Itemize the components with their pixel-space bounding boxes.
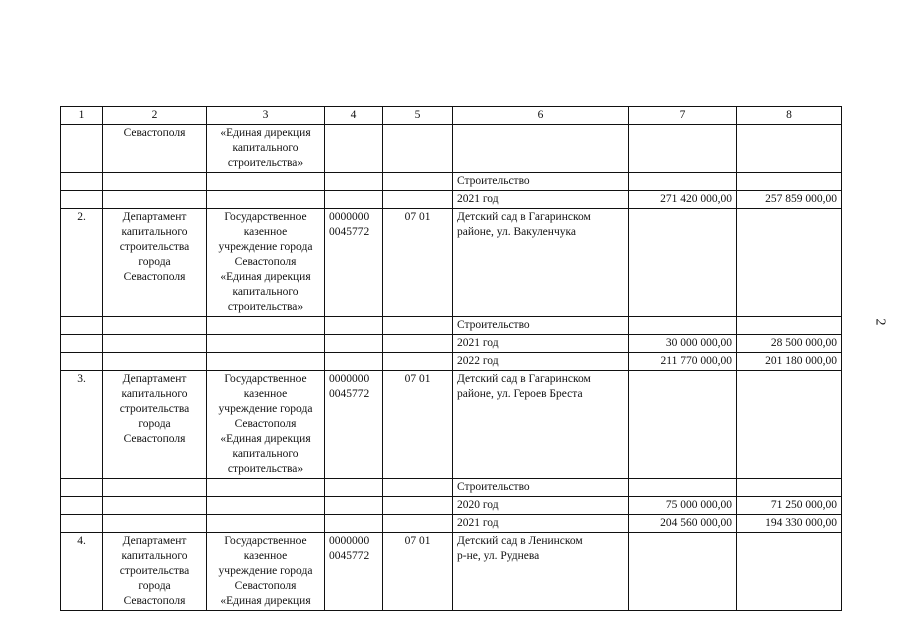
object-cell: 2021 год [453, 191, 629, 209]
department-cell [103, 479, 207, 497]
amount-cell [629, 317, 737, 335]
institution-cell [207, 515, 325, 533]
amount-cell [629, 209, 737, 317]
amount-cell: 257 859 000,00 [737, 191, 842, 209]
code-cell [325, 191, 383, 209]
amount-cell [737, 371, 842, 479]
amount-cell [737, 173, 842, 191]
table-row [61, 479, 842, 497]
header-cell: 8 [737, 107, 842, 125]
code-cell [325, 479, 383, 497]
department-cell: Севастополя [103, 125, 207, 173]
amount-cell [629, 173, 737, 191]
table-row [61, 209, 842, 317]
amount-cell: 201 180 000,00 [737, 353, 842, 371]
header-cell: 6 [453, 107, 629, 125]
amount-cell: 30 000 000,00 [629, 335, 737, 353]
row-number-cell [61, 335, 103, 353]
row-number-cell [61, 479, 103, 497]
row-number-cell [61, 353, 103, 371]
institution-cell [207, 173, 325, 191]
institution-cell [207, 335, 325, 353]
amount-cell: 75 000 000,00 [629, 497, 737, 515]
code-cell [325, 125, 383, 173]
header-cell: 4 [325, 107, 383, 125]
amount-cell: 28 500 000,00 [737, 335, 842, 353]
department-cell: Департамент капитального строительства города Севастополя [103, 371, 207, 479]
department-cell: Департамент капитального строительства города Севастополя [103, 533, 207, 611]
amount-cell: 71 250 000,00 [737, 497, 842, 515]
department-cell [103, 335, 207, 353]
department-cell [103, 173, 207, 191]
object-cell: 2021 год [453, 515, 629, 533]
code-cell: 0000000 0045772 [325, 371, 383, 479]
section-cell [383, 191, 453, 209]
row-number-cell [61, 173, 103, 191]
row-number-cell [61, 497, 103, 515]
department-cell [103, 515, 207, 533]
amount-cell [737, 317, 842, 335]
row-number-cell [61, 191, 103, 209]
code-cell: 0000000 0045772 [325, 209, 383, 317]
header-cell: 7 [629, 107, 737, 125]
amount-cell [737, 479, 842, 497]
amount-cell [737, 533, 842, 611]
header-row [61, 107, 842, 125]
institution-cell: Государственное казенное учреждение города Севастополя «Единая дирекция [207, 533, 325, 611]
section-cell: 07 01 [383, 533, 453, 611]
table-row [61, 533, 842, 611]
institution-cell [207, 497, 325, 515]
table-row [61, 353, 842, 371]
amount-cell [629, 479, 737, 497]
department-cell [103, 497, 207, 515]
object-cell: Детский сад в Ленинском р-не, ул. Руднева [453, 533, 629, 611]
department-cell [103, 191, 207, 209]
section-cell [383, 353, 453, 371]
department-cell [103, 317, 207, 335]
section-cell [383, 125, 453, 173]
section-cell: 07 01 [383, 371, 453, 479]
row-number-cell: 2. [61, 209, 103, 317]
table-row [61, 335, 842, 353]
table-row [61, 125, 842, 173]
table-row [61, 173, 842, 191]
amount-cell [737, 125, 842, 173]
header-cell: 2 [103, 107, 207, 125]
budget-table [60, 106, 842, 611]
object-cell: Строительство [453, 479, 629, 497]
table-row [61, 191, 842, 209]
amount-cell [629, 125, 737, 173]
object-cell: 2020 год [453, 497, 629, 515]
code-cell [325, 335, 383, 353]
table-row [61, 497, 842, 515]
amount-cell [629, 371, 737, 479]
object-cell [453, 125, 629, 173]
header-cell: 5 [383, 107, 453, 125]
row-number-cell: 4. [61, 533, 103, 611]
amount-cell [737, 209, 842, 317]
amount-cell: 194 330 000,00 [737, 515, 842, 533]
code-cell [325, 317, 383, 335]
section-cell [383, 173, 453, 191]
amount-cell [629, 533, 737, 611]
code-cell [325, 515, 383, 533]
row-number-cell [61, 317, 103, 335]
header-cell: 3 [207, 107, 325, 125]
object-cell: Детский сад в Гагаринском районе, ул. Героев Бреста [453, 371, 629, 479]
code-cell [325, 173, 383, 191]
section-cell [383, 335, 453, 353]
object-cell: Детский сад в Гагаринском районе, ул. Вакуленчука [453, 209, 629, 317]
institution-cell: Государственное казенное учреждение города Севастополя «Единая дирекция капитального строительства» [207, 371, 325, 479]
section-cell [383, 317, 453, 335]
amount-cell: 211 770 000,00 [629, 353, 737, 371]
institution-cell: Государственное казенное учреждение города Севастополя «Единая дирекция капитального строительства» [207, 209, 325, 317]
institution-cell: «Единая дирекция капитального строительства» [207, 125, 325, 173]
code-cell: 0000000 0045772 [325, 533, 383, 611]
institution-cell [207, 191, 325, 209]
page-number: 2 [872, 318, 888, 326]
code-cell [325, 497, 383, 515]
institution-cell [207, 479, 325, 497]
code-cell [325, 353, 383, 371]
header-cell: 1 [61, 107, 103, 125]
object-cell: 2022 год [453, 353, 629, 371]
amount-cell: 204 560 000,00 [629, 515, 737, 533]
object-cell: Строительство [453, 317, 629, 335]
row-number-cell: 3. [61, 371, 103, 479]
object-cell: Строительство [453, 173, 629, 191]
section-cell [383, 497, 453, 515]
row-number-cell [61, 125, 103, 173]
table-row [61, 371, 842, 479]
section-cell: 07 01 [383, 209, 453, 317]
object-cell: 2021 год [453, 335, 629, 353]
table-row [61, 515, 842, 533]
section-cell [383, 515, 453, 533]
institution-cell [207, 317, 325, 335]
amount-cell: 271 420 000,00 [629, 191, 737, 209]
department-cell: Департамент капитального строительства города Севастополя [103, 209, 207, 317]
institution-cell [207, 353, 325, 371]
table-row [61, 317, 842, 335]
section-cell [383, 479, 453, 497]
department-cell [103, 353, 207, 371]
row-number-cell [61, 515, 103, 533]
